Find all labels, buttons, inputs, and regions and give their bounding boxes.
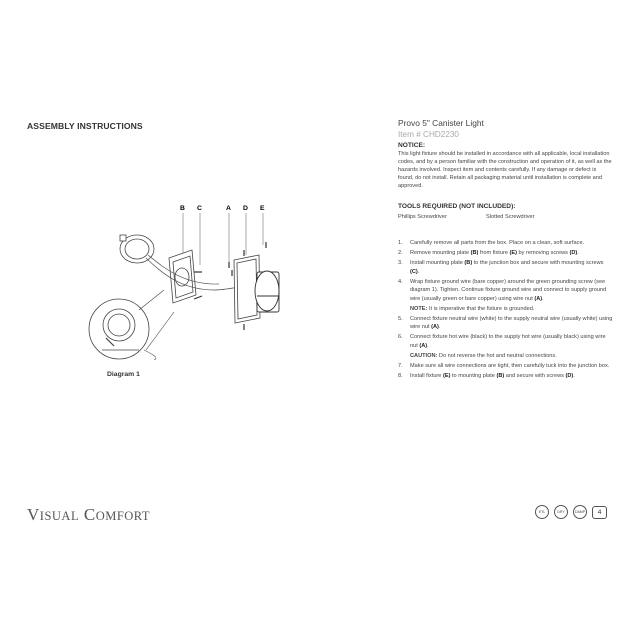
- dry-icon: DRY: [554, 505, 568, 519]
- step-item: 8. Install fixture (E) to mounting plate (B) and secure with screws (D).: [398, 372, 575, 379]
- note-line: NOTE: It is imperative that the fixture is grounded.: [410, 305, 535, 312]
- steps-list: [398, 239, 613, 380]
- label-c: C: [197, 205, 202, 212]
- step-item: 4. Wrap fixture ground wire (bare copper) around the green grounding screw (see diagram 1). Tighten. Continue fixture ground wire and connect to supply ground wire (usually green or bare copper) using wire nut (A).: [398, 278, 607, 302]
- tool-slotted-screwdriver: Slotted Screwdriver: [486, 214, 535, 220]
- mounting-plate: [169, 250, 196, 303]
- label-a: A: [226, 205, 231, 212]
- junction-box: [120, 235, 154, 263]
- step-item: 7. Make sure all wire connections are tight, then carefully tuck into the junction box.: [398, 362, 610, 369]
- page-number: 4: [592, 506, 607, 519]
- tools-list: [398, 214, 613, 220]
- assembly-diagram: [84, 200, 284, 390]
- notice-heading: NOTICE:: [398, 142, 426, 149]
- step-item: 6. Connect fixture hot wire (black) to the supply hot wire (usually black) using wire nut (A).: [398, 334, 606, 349]
- label-d: D: [243, 205, 248, 212]
- label-e: E: [260, 205, 265, 212]
- label-b: B: [180, 205, 185, 212]
- tools-heading: TOOLS REQUIRED (NOT INCLUDED):: [398, 203, 516, 210]
- assembly-diagram-drawing: [84, 200, 284, 390]
- product-title: Provo 5" Canister Light: [398, 118, 484, 128]
- caution-line: CAUTION: Do not reverse the hot and neutral connections.: [410, 352, 557, 359]
- step-item: 1. Carefully remove all parts from the box. Place on a clean, soft surface.: [398, 240, 585, 246]
- assembly-instructions-heading: ASSEMBLY INSTRUCTIONS: [27, 121, 143, 131]
- diagram-caption: Diagram 1: [107, 371, 140, 378]
- tool-phillips-screwdriver: Phillips Screwdriver: [398, 214, 447, 220]
- diagram-1-detail: [89, 290, 174, 359]
- item-number: Item # CHD2230: [398, 130, 459, 139]
- step-item: 5. Connect fixture neutral wire (white) to the supply neutral wire (usually white) using wire nut (A).: [398, 315, 613, 330]
- notice-text: This light fixture should be installed in accordance with all applicable, local installation codes, and by a person familiar with the construction and operation of it, as well as the hazards involved. Inspect item and contents carefully. If any damage or defect is found, do not install. Retain all packaging material until installation is complete and approved.: [398, 151, 612, 189]
- brand-logo: VISUAL COMFORT: [27, 505, 151, 524]
- etl-icon: ETL: [535, 505, 549, 519]
- certification-icons: [535, 505, 607, 519]
- damp-icon: DAMP: [573, 505, 587, 519]
- instructions-column: [398, 118, 613, 382]
- step-item: 3. Install mounting plate (B) to the junction box and secure with mounting screws (C).: [398, 260, 604, 275]
- step-item: 2. Remove mounting plate (B) from fixture (E) by removing screws (D).: [398, 250, 579, 256]
- canister-fixture: [255, 271, 279, 312]
